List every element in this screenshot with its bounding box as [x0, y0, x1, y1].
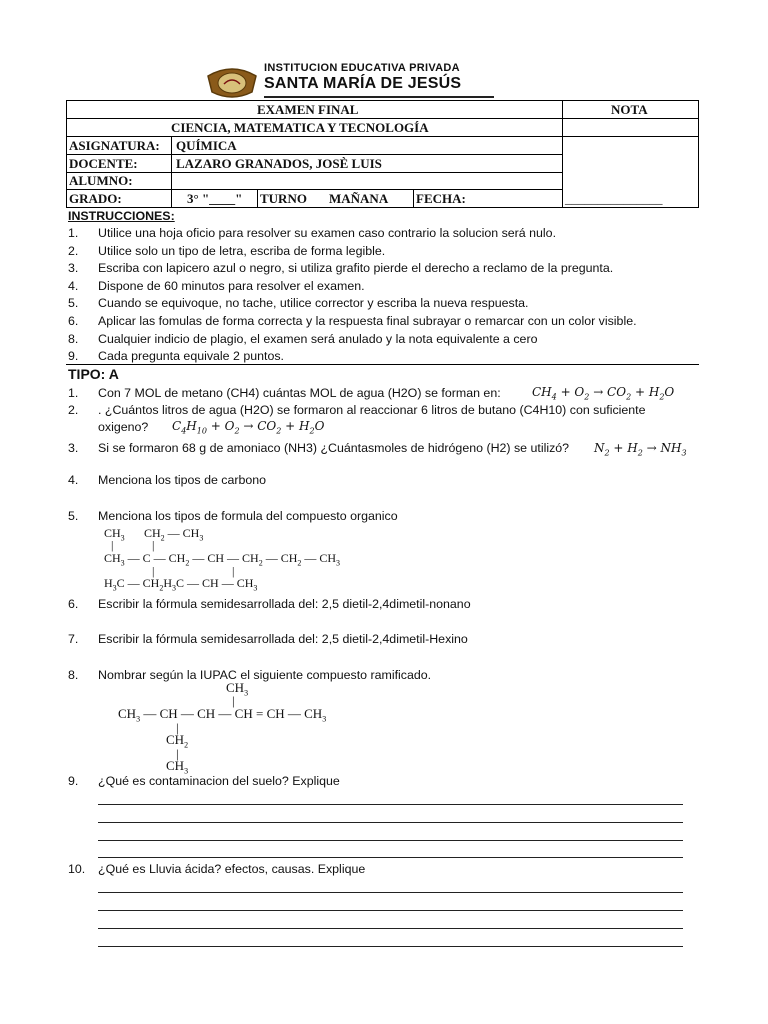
- grado-value: 3° "____": [187, 191, 243, 206]
- question-2-text-cont: oxigeno?: [98, 420, 149, 434]
- instruction-number: 9.: [68, 349, 79, 363]
- exam-title: EXAMEN FINAL: [257, 102, 359, 117]
- question-number: 7.: [68, 632, 79, 646]
- question-number: 4.: [68, 473, 79, 487]
- answer-line[interactable]: [98, 822, 683, 823]
- question-number: 5.: [68, 509, 79, 523]
- question-number: 9.: [68, 774, 79, 788]
- instruction-text: Dispone de 60 minutos para resolver el examen.: [98, 279, 365, 293]
- divider: [413, 189, 414, 208]
- instruction-text: Utilice solo un tipo de letra, escriba de forma legible.: [98, 244, 386, 258]
- answer-line[interactable]: [98, 804, 683, 805]
- divider: [264, 96, 494, 98]
- instructions-title: INSTRUCCIONES:: [68, 209, 175, 223]
- question-4-text: Menciona los tipos de carbono: [98, 473, 267, 487]
- exam-header-table: [66, 100, 699, 208]
- divider: [562, 136, 699, 137]
- question-number: 10.: [68, 862, 86, 876]
- divider: [67, 136, 562, 137]
- divider: [67, 172, 562, 173]
- instruction-text: Cuando se equivoque, no tache, utilice corrector y escriba la nueva respuesta.: [98, 296, 529, 310]
- asignatura-label: ASIGNATURA:: [69, 138, 160, 153]
- question-3-text: Si se formaron 68 g de amoniaco (NH3) ¿Cuántasmoles de hidrógeno (H2) se utilizó?: [98, 441, 570, 455]
- institution-name: SANTA MARÍA DE JESÚS: [264, 75, 462, 92]
- school-crest-icon: [204, 62, 260, 102]
- question-1-text: Con 7 MOL de metano (CH4) cuántas MOL de agua (H2O) se forman en:: [98, 386, 501, 400]
- instruction-number: 2.: [68, 244, 79, 258]
- alumno-label: ALUMNO:: [69, 173, 133, 188]
- institution-type: INSTITUCION EDUCATIVA PRIVADA: [264, 62, 460, 74]
- divider: [171, 189, 172, 208]
- instruction-number: 4.: [68, 279, 79, 293]
- instruction-number: 5.: [68, 296, 79, 310]
- question-number: 3.: [68, 441, 79, 455]
- question-number: 6.: [68, 597, 79, 611]
- fecha-label: FECHA:: [416, 191, 466, 206]
- docente-value: LAZARO GRANADOS, JOSÈ LUIS: [176, 156, 382, 171]
- answer-line[interactable]: [98, 892, 683, 893]
- divider: [67, 118, 562, 119]
- answer-line[interactable]: [98, 857, 683, 858]
- divider: [562, 118, 699, 119]
- instruction-text: Cada pregunta equivale 2 puntos.: [98, 349, 284, 363]
- instruction-text: Cualquier indicio de plagio, el examen será anulado y la nota equivalente a cero: [98, 332, 538, 346]
- nota-blank: _______________: [565, 191, 663, 206]
- instruction-text: Aplicar las fomulas de forma correcta y la respuesta final subrayar o remarcar con un color visible.: [98, 314, 637, 328]
- question-2-text: . ¿Cuántos litros de agua (H2O) se formaron al reaccionar 6 litros de butano (C4H10) con suficiente: [98, 403, 646, 417]
- question-6-text: Escribir la fórmula semidesarrollada del: 2,5 dietil-2,4dimetil-nonano: [98, 597, 471, 611]
- answer-line[interactable]: [98, 946, 683, 947]
- asignatura-value: QUÍMICA: [176, 138, 237, 153]
- question-number: 2.: [68, 403, 79, 417]
- question-10-text: ¿Qué es Lluvia ácida? efectos, causas. Explique: [98, 862, 366, 876]
- turno-value: MAÑANA: [329, 191, 389, 206]
- instruction-number: 3.: [68, 261, 79, 275]
- equation-combustion-methane: $CH_4 + O_2 \to CO_2 + H_2O$: [532, 385, 675, 402]
- divider: [66, 364, 699, 365]
- divider: [67, 189, 562, 190]
- divider: [67, 154, 562, 155]
- equation-ammonia: $N_2 + H_2 \to NH_3$: [594, 441, 687, 458]
- instruction-number: 1.: [68, 226, 79, 240]
- turno-label: TURNO: [260, 191, 307, 206]
- divider: [171, 136, 172, 189]
- instruction-text: Escriba con lapicero azul o negro, si utiliza grafito pierde el derecho a reclamo de la pregunta.: [98, 261, 614, 275]
- answer-line[interactable]: [98, 910, 683, 911]
- subject-area: CIENCIA, MATEMATICA Y TECNOLOGÍA: [171, 120, 429, 135]
- answer-line[interactable]: [98, 840, 683, 841]
- question-7-text: Escribir la fórmula semidesarrollada del: 2,5 dietil-2,4dimetil-Hexino: [98, 632, 468, 646]
- docente-label: DOCENTE:: [69, 156, 138, 171]
- question-number: 8.: [68, 668, 79, 682]
- question-8-text: Nombrar según la IUPAC el siguiente compuesto ramificado.: [98, 668, 432, 682]
- grado-label: GRADO:: [69, 191, 122, 206]
- answer-line[interactable]: [98, 928, 683, 929]
- nota-label: NOTA: [611, 102, 648, 117]
- instruction-number: 6.: [68, 314, 79, 328]
- equation-combustion-butane: $C_4H_{10} + O_2 \to CO_2 + H_2O$: [172, 419, 325, 436]
- question-5-text: Menciona los tipos de formula del compuesto organico: [98, 509, 398, 523]
- divider: [257, 189, 258, 208]
- instruction-number: 8.: [68, 332, 79, 346]
- question-number: 1.: [68, 386, 79, 400]
- instruction-text: Utilice una hoja oficio para resolver su examen caso contrario la solucion será nulo.: [98, 226, 557, 240]
- section-title: TIPO: A: [68, 366, 119, 382]
- question-9-text: ¿Qué es contaminacion del suelo? Explique: [98, 774, 340, 788]
